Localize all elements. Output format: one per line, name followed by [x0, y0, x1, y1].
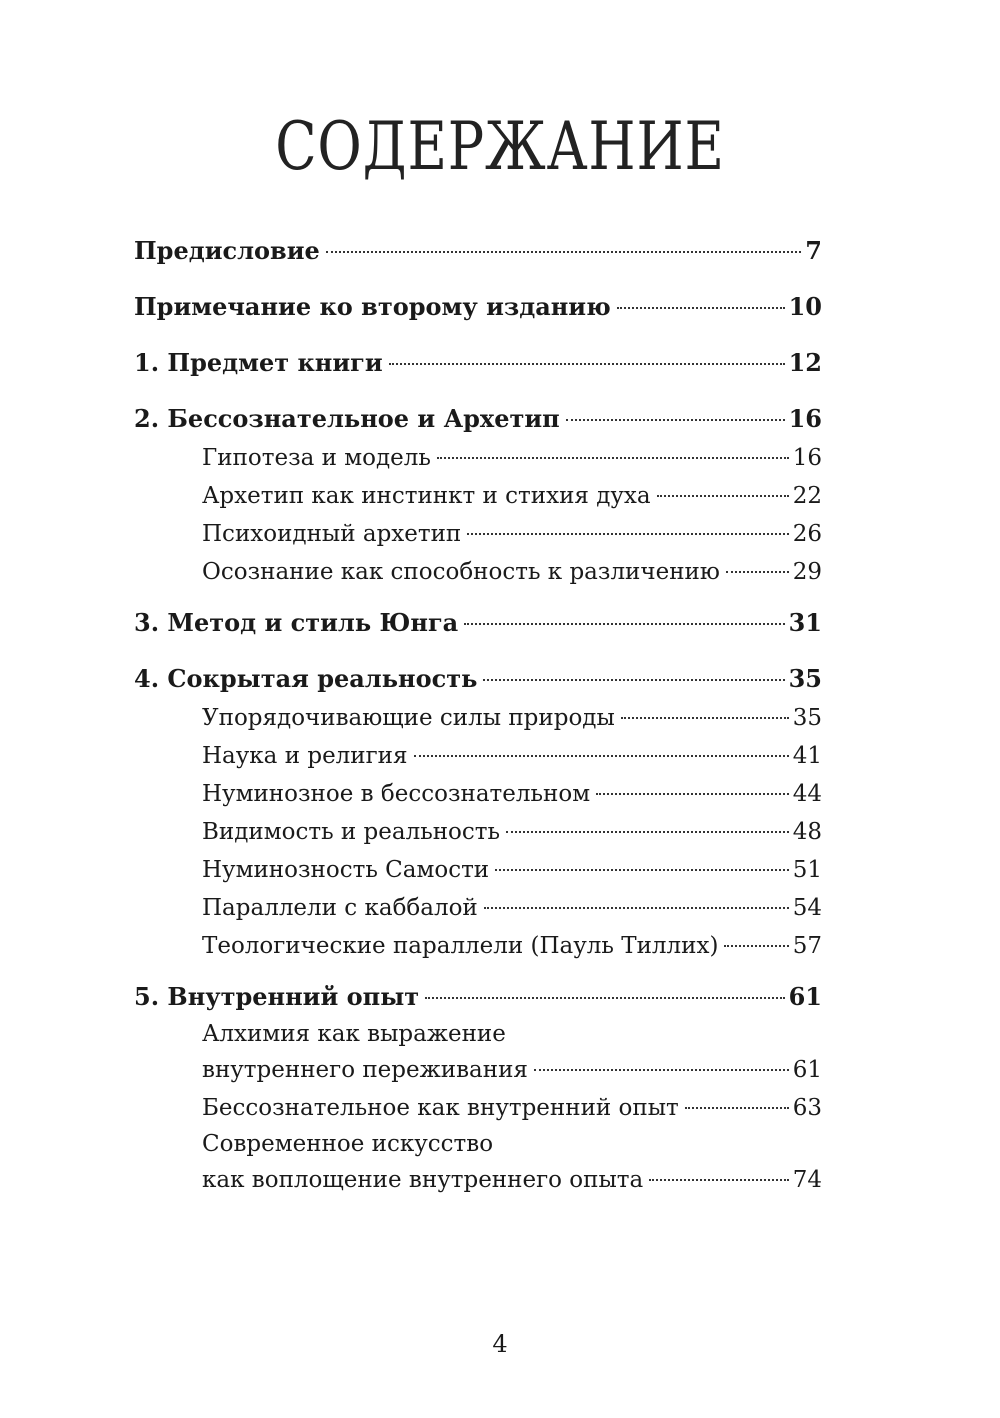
toc-subentry[interactable] [134, 927, 822, 965]
toc-entry-label: Психоидный архетип [202, 521, 462, 547]
toc-entry-page: 63 [792, 1095, 822, 1121]
page-title: СОДЕРЖАНИЕ [275, 108, 725, 185]
toc-entry-chapter-1[interactable] [134, 343, 822, 383]
toc-entry-label: 5. Внутренний опыт [134, 982, 420, 1011]
toc-entry-page: 16 [788, 404, 822, 433]
toc-subentry[interactable] [134, 477, 822, 515]
dot-leader [617, 307, 785, 309]
toc-entry-label: 4. Сокрытая реальность [134, 664, 478, 693]
toc-entry-page: 31 [788, 608, 822, 637]
dot-leader [425, 997, 784, 999]
toc-entry-label: Видимость и реальность [202, 819, 501, 845]
dot-leader [726, 571, 789, 573]
toc-entry-page: 74 [792, 1167, 822, 1193]
dot-leader [414, 755, 789, 757]
toc-entry-label: Предисловие [134, 236, 320, 265]
toc-entry-label: Архетип как инстинкт и стихия духа [202, 483, 651, 509]
table-of-contents [134, 231, 822, 1199]
dot-leader [621, 717, 789, 719]
toc-entry-label: Параллели с каббалой [202, 895, 478, 921]
toc-entry-page: 26 [792, 521, 822, 547]
toc-entry-label: как воплощение внутреннего опыта [202, 1167, 644, 1193]
toc-entry-page: 35 [792, 705, 822, 731]
toc-entry-label: 2. Бессознательное и Архетип [134, 404, 560, 433]
toc-entry-chapter-5[interactable] [134, 977, 822, 1017]
toc-entry-page: 16 [792, 445, 822, 471]
toc-subentry[interactable] [134, 737, 822, 775]
dot-leader [596, 793, 789, 795]
dot-leader [437, 457, 789, 459]
dot-leader [326, 251, 801, 253]
toc-entry-second-edition-note[interactable] [134, 287, 822, 327]
toc-subentry-line1[interactable] [134, 1017, 822, 1051]
toc-entry-page: 48 [792, 819, 822, 845]
dot-leader [685, 1107, 789, 1109]
page-number: 4 [492, 1330, 508, 1358]
toc-subentry[interactable] [134, 1051, 822, 1089]
toc-subentry[interactable] [134, 515, 822, 553]
toc-entry-label: Бессознательное как внутренний опыт [202, 1095, 679, 1121]
dot-leader [484, 907, 789, 909]
toc-entry-chapter-2[interactable] [134, 399, 822, 439]
toc-entry-label: Нуминозное в бессознательном [202, 781, 591, 807]
toc-entry-page: 41 [792, 743, 822, 769]
toc-subentry[interactable] [134, 1161, 822, 1199]
toc-subentry[interactable] [134, 553, 822, 591]
toc-entry-page: 7 [805, 236, 822, 265]
toc-entry-page: 51 [792, 857, 822, 883]
dot-leader [506, 831, 789, 833]
toc-entry-label: 3. Метод и стиль Юнга [134, 608, 459, 637]
toc-entry-label: Гипотеза и модель [202, 445, 431, 471]
dot-leader [649, 1179, 789, 1181]
toc-entry-page: 10 [788, 292, 822, 321]
dot-leader [495, 869, 789, 871]
dot-leader [534, 1069, 789, 1071]
toc-entry-label: Современное искусство [202, 1131, 494, 1157]
toc-entry-page: 22 [792, 483, 822, 509]
toc-entry-label: Нуминозность Самости [202, 857, 490, 883]
dot-leader [389, 363, 785, 365]
toc-entry-label: Осознание как способность к различению [202, 559, 720, 585]
toc-entry-page: 57 [792, 933, 822, 959]
dot-leader [483, 679, 784, 681]
toc-entry-page: 54 [792, 895, 822, 921]
toc-subentry[interactable] [134, 699, 822, 737]
toc-entry-label: Наука и религия [202, 743, 408, 769]
toc-entry-page: 12 [788, 348, 822, 377]
toc-subentry[interactable] [134, 889, 822, 927]
dot-leader [724, 945, 788, 947]
toc-subentry-line1[interactable] [134, 1127, 822, 1161]
toc-entry-chapter-4[interactable] [134, 659, 822, 699]
toc-entry-label: Алхимия как выражение [202, 1021, 506, 1047]
toc-entry-label: Теологические параллели (Пауль Тиллих) [202, 933, 719, 959]
toc-entry-page: 35 [788, 664, 822, 693]
toc-subentry[interactable] [134, 1089, 822, 1127]
dot-leader [464, 623, 784, 625]
dot-leader [657, 495, 789, 497]
dot-leader [566, 419, 785, 421]
toc-entry-label: Упорядочивающие силы природы [202, 705, 615, 731]
toc-subentry[interactable] [134, 851, 822, 889]
toc-subentry[interactable] [134, 775, 822, 813]
toc-entry-page: 61 [788, 982, 822, 1011]
toc-subentry[interactable] [134, 439, 822, 477]
toc-entry-label: 1. Предмет книги [134, 348, 383, 377]
dot-leader [467, 533, 788, 535]
toc-entry-page: 29 [792, 559, 822, 585]
toc-entry-label: Примечание ко второму изданию [134, 292, 611, 321]
toc-entry-page: 61 [792, 1057, 822, 1083]
toc-subentry[interactable] [134, 813, 822, 851]
toc-entry-label: внутреннего переживания [202, 1057, 528, 1083]
toc-entry-chapter-3[interactable] [134, 603, 822, 643]
toc-entry-preface[interactable] [134, 231, 822, 271]
toc-entry-page: 44 [792, 781, 822, 807]
